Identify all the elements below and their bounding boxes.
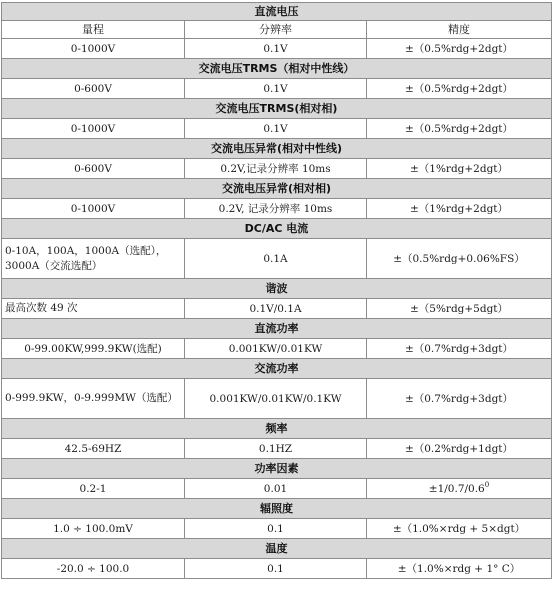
resolution-cell-text: 0.1 xyxy=(267,562,284,575)
accuracy-cell xyxy=(367,239,552,279)
range-cell-text: 0-1000V xyxy=(70,122,116,135)
range-cell xyxy=(2,199,185,219)
accuracy-cell xyxy=(367,39,552,59)
section-title: 直流电压 xyxy=(2,3,552,21)
section-title: 频率 xyxy=(2,419,552,439)
accuracy-cell-text: ±（1%rdg+2dgt） xyxy=(409,162,509,175)
resolution-cell-text: 0.2V,记录分辨率 10ms xyxy=(220,162,331,175)
table-row xyxy=(2,239,552,279)
range-cell xyxy=(2,479,185,499)
section-row xyxy=(2,3,552,21)
range-cell-text: -20.0 ÷ 100.0 xyxy=(56,562,130,575)
accuracy-cell xyxy=(367,339,552,359)
section-row xyxy=(2,499,552,519)
resolution-cell xyxy=(185,559,367,579)
accuracy-cell xyxy=(367,519,552,539)
accuracy-cell xyxy=(367,199,552,219)
accuracy-cell-text: ±（0.5%rdg+2dgt） xyxy=(404,42,514,55)
range-cell-text: 0.2-1 xyxy=(79,482,107,495)
range-cell xyxy=(2,299,185,319)
range-cell-text: 0-999.9KW，0-9.999MW（选配） xyxy=(5,392,178,404)
column-header-range: 量程 xyxy=(2,21,185,39)
resolution-cell xyxy=(185,199,367,219)
section-row xyxy=(2,459,552,479)
table-row xyxy=(2,199,552,219)
accuracy-cell-text: ±（0.7%rdg+3dgt） xyxy=(404,392,514,405)
range-cell-text: 0-1000V xyxy=(70,202,116,215)
resolution-cell-text: 0.1V xyxy=(263,82,288,95)
accuracy-cell-text: ±1/0.7/0.6 xyxy=(428,482,485,495)
resolution-cell xyxy=(185,159,367,179)
resolution-cell xyxy=(185,239,367,279)
resolution-cell xyxy=(185,299,367,319)
section-title: 功率因素 xyxy=(2,459,552,479)
resolution-cell xyxy=(185,79,367,99)
accuracy-cell xyxy=(367,379,552,419)
table-row xyxy=(2,159,552,179)
range-cell xyxy=(2,239,185,279)
spec-table xyxy=(1,2,552,579)
table-row xyxy=(2,39,552,59)
spec-table-body xyxy=(2,3,552,579)
range-cell-text: 0-1000V xyxy=(70,42,116,55)
resolution-cell xyxy=(185,339,367,359)
accuracy-cell-text: ±（1.0%×rdg + 1° C） xyxy=(397,562,521,575)
resolution-cell-text: 0.01 xyxy=(263,482,288,495)
column-header-resolution: 分辨率 xyxy=(185,21,367,39)
resolution-cell-text: 0.2V, 记录分辨率 10ms xyxy=(218,202,333,215)
accuracy-cell-text: ±（0.5%rdg+2dgt） xyxy=(404,82,514,95)
range-cell-text: 1.0 ÷ 100.0mV xyxy=(53,522,133,535)
table-row xyxy=(2,299,552,319)
resolution-cell xyxy=(185,519,367,539)
range-cell xyxy=(2,159,185,179)
accuracy-cell xyxy=(367,79,552,99)
range-cell-text: 0-10A，100A，1000A（选配），3000A（交流选配） xyxy=(5,244,167,272)
accuracy-cell-text: ±（1.0%×rdg + 5×dgt） xyxy=(392,522,526,535)
resolution-cell-text: 0.1 xyxy=(267,522,284,535)
table-row xyxy=(2,119,552,139)
resolution-cell-text: 0.1V/0.1A xyxy=(249,302,302,315)
resolution-cell xyxy=(185,39,367,59)
section-title: 辐照度 xyxy=(2,499,552,519)
range-cell xyxy=(2,559,185,579)
resolution-cell-text: 0.1V xyxy=(263,42,288,55)
resolution-cell xyxy=(185,439,367,459)
resolution-cell-text: 0.1A xyxy=(263,252,288,265)
section-title: 交流功率 xyxy=(2,359,552,379)
table-row xyxy=(2,339,552,359)
resolution-cell xyxy=(185,119,367,139)
resolution-cell-text: 0.001KW/0.01KW xyxy=(228,342,323,355)
section-row xyxy=(2,419,552,439)
range-cell xyxy=(2,79,185,99)
accuracy-cell xyxy=(367,159,552,179)
accuracy-cell xyxy=(367,479,552,499)
range-cell-text: 0-600V xyxy=(74,162,112,175)
section-title: 交流电压异常(相对中性线) xyxy=(2,139,552,159)
range-cell xyxy=(2,39,185,59)
resolution-cell xyxy=(185,379,367,419)
section-row xyxy=(2,219,552,239)
accuracy-cell-text: ±（0.7%rdg+3dgt） xyxy=(404,342,514,355)
accuracy-cell xyxy=(367,559,552,579)
accuracy-cell-text: ±（0.5%rdg+2dgt） xyxy=(404,122,514,135)
resolution-cell-text: 0.1V xyxy=(263,122,288,135)
accuracy-cell-text: ±（0.5%rdg+0.06%FS） xyxy=(393,252,525,265)
section-title: 交流电压TRMS(相对相) xyxy=(2,99,552,119)
section-row xyxy=(2,319,552,339)
resolution-cell-text: 0.1HZ xyxy=(258,442,293,455)
range-cell xyxy=(2,439,185,459)
section-title: 谐波 xyxy=(2,279,552,299)
table-row xyxy=(2,379,552,419)
accuracy-cell xyxy=(367,119,552,139)
table-row xyxy=(2,439,552,459)
range-cell xyxy=(2,519,185,539)
section-row xyxy=(2,279,552,299)
section-title: 温度 xyxy=(2,539,552,559)
section-title: 交流电压TRMS（相对中性线） xyxy=(2,59,552,79)
table-row xyxy=(2,559,552,579)
range-cell-text: 0-600V xyxy=(74,82,112,95)
resolution-cell-text: 0.001KW/0.01KW/0.1KW xyxy=(209,392,342,405)
section-title: 直流功率 xyxy=(2,319,552,339)
column-header-accuracy: 精度 xyxy=(367,21,552,39)
section-row xyxy=(2,179,552,199)
range-cell xyxy=(2,379,185,419)
column-header-row xyxy=(2,21,552,39)
section-row xyxy=(2,539,552,559)
range-cell-text: 最高次数 49 次 xyxy=(5,302,78,314)
resolution-cell xyxy=(185,479,367,499)
section-row xyxy=(2,99,552,119)
section-row xyxy=(2,59,552,79)
range-cell xyxy=(2,339,185,359)
section-row xyxy=(2,359,552,379)
accuracy-cell-text: ±（1%rdg+2dgt） xyxy=(409,202,509,215)
accuracy-cell-text: ±（5%rdg+5dgt） xyxy=(409,302,509,315)
accuracy-superscript: 0 xyxy=(484,480,490,489)
section-row xyxy=(2,139,552,159)
table-row xyxy=(2,79,552,99)
accuracy-cell xyxy=(367,299,552,319)
range-cell-text: 0-99.00KW,999.9KW(选配) xyxy=(24,342,162,355)
table-row xyxy=(2,479,552,499)
accuracy-cell-text: ±（0.2%rdg+1dgt） xyxy=(404,442,514,455)
section-title: 交流电压异常(相对相) xyxy=(2,179,552,199)
range-cell xyxy=(2,119,185,139)
range-cell-text: 42.5-69HZ xyxy=(64,442,122,455)
table-row xyxy=(2,519,552,539)
section-title: DC/AC 电流 xyxy=(2,219,552,239)
accuracy-cell xyxy=(367,439,552,459)
